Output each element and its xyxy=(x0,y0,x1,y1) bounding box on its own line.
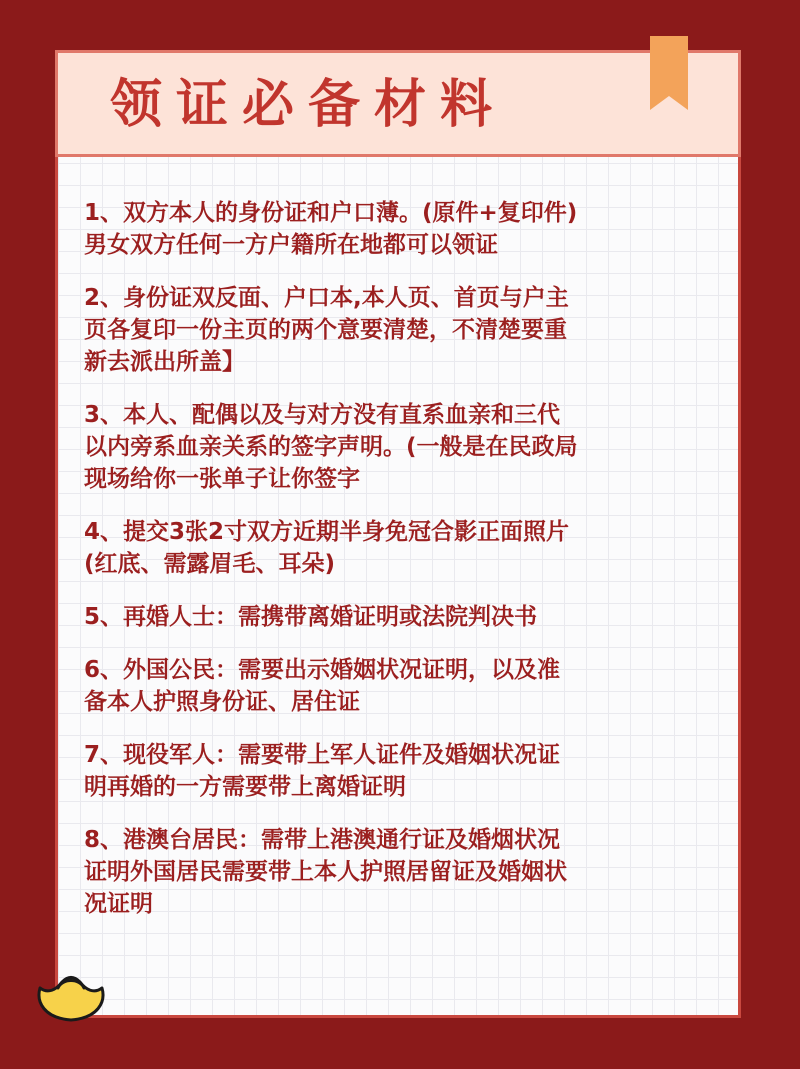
list-item xyxy=(84,824,724,920)
page-title: 领证必备材料 xyxy=(110,75,507,135)
list-item xyxy=(84,654,724,718)
list-item-line: 2、身份证双反面、户口本,本人页、首页与户主 xyxy=(84,285,569,311)
list-item-line: 新去派出所盖】 xyxy=(84,349,245,375)
list-item xyxy=(84,516,724,580)
list-item-line: 备本人护照身份证、居住证 xyxy=(84,689,360,715)
list-item-line: 现场给你一张单子让你签字 xyxy=(84,466,360,492)
gold-ingot-icon xyxy=(34,968,108,1026)
list-item-line: 5、再婚人士：需携带离婚证明或法院判决书 xyxy=(84,604,538,630)
bookmark-ribbon-icon xyxy=(650,36,688,110)
list-item-line: 证明外国居民需要带上本人护照居留证及婚姻状 xyxy=(84,859,567,885)
list-item-line: 6、外国公民：需要出示婚姻状况证明，以及准 xyxy=(84,657,561,683)
list-item-line: 7、现役军人：需要带上军人证件及婚姻状况证 xyxy=(84,742,561,768)
list-item-line: 明再婚的一方需要带上离婚证明 xyxy=(84,774,406,800)
list-item-line: 况证明 xyxy=(84,891,153,917)
list-item xyxy=(84,197,724,261)
list-item-line: 1、双方本人的身份证和户口薄。(原件+复印件) xyxy=(84,200,578,226)
list-item-line: 以内旁系血亲关系的签字声明。(一般是在民政局 xyxy=(84,434,578,460)
list-item-line: (红底、需露眉毛、耳朵) xyxy=(84,551,336,577)
list-item xyxy=(84,601,724,633)
list-item xyxy=(84,739,724,803)
list-item-line: 8、港澳台居民：需带上港澳通行证及婚烟状况 xyxy=(84,827,561,853)
requirements-list xyxy=(84,197,724,941)
list-item-line: 3、本人、配偶以及与对方没有直系血亲和三代 xyxy=(84,402,561,428)
list-item xyxy=(84,282,724,378)
list-item-line: 页各复印一份主页的两个意要清楚，不清楚要重 xyxy=(84,317,567,343)
list-item-line: 男女双方任何一方户籍所在地都可以领证 xyxy=(84,232,498,258)
list-item-line: 4、提交3张2寸双方近期半身免冠合影正面照片 xyxy=(84,519,570,545)
list-item xyxy=(84,399,724,495)
